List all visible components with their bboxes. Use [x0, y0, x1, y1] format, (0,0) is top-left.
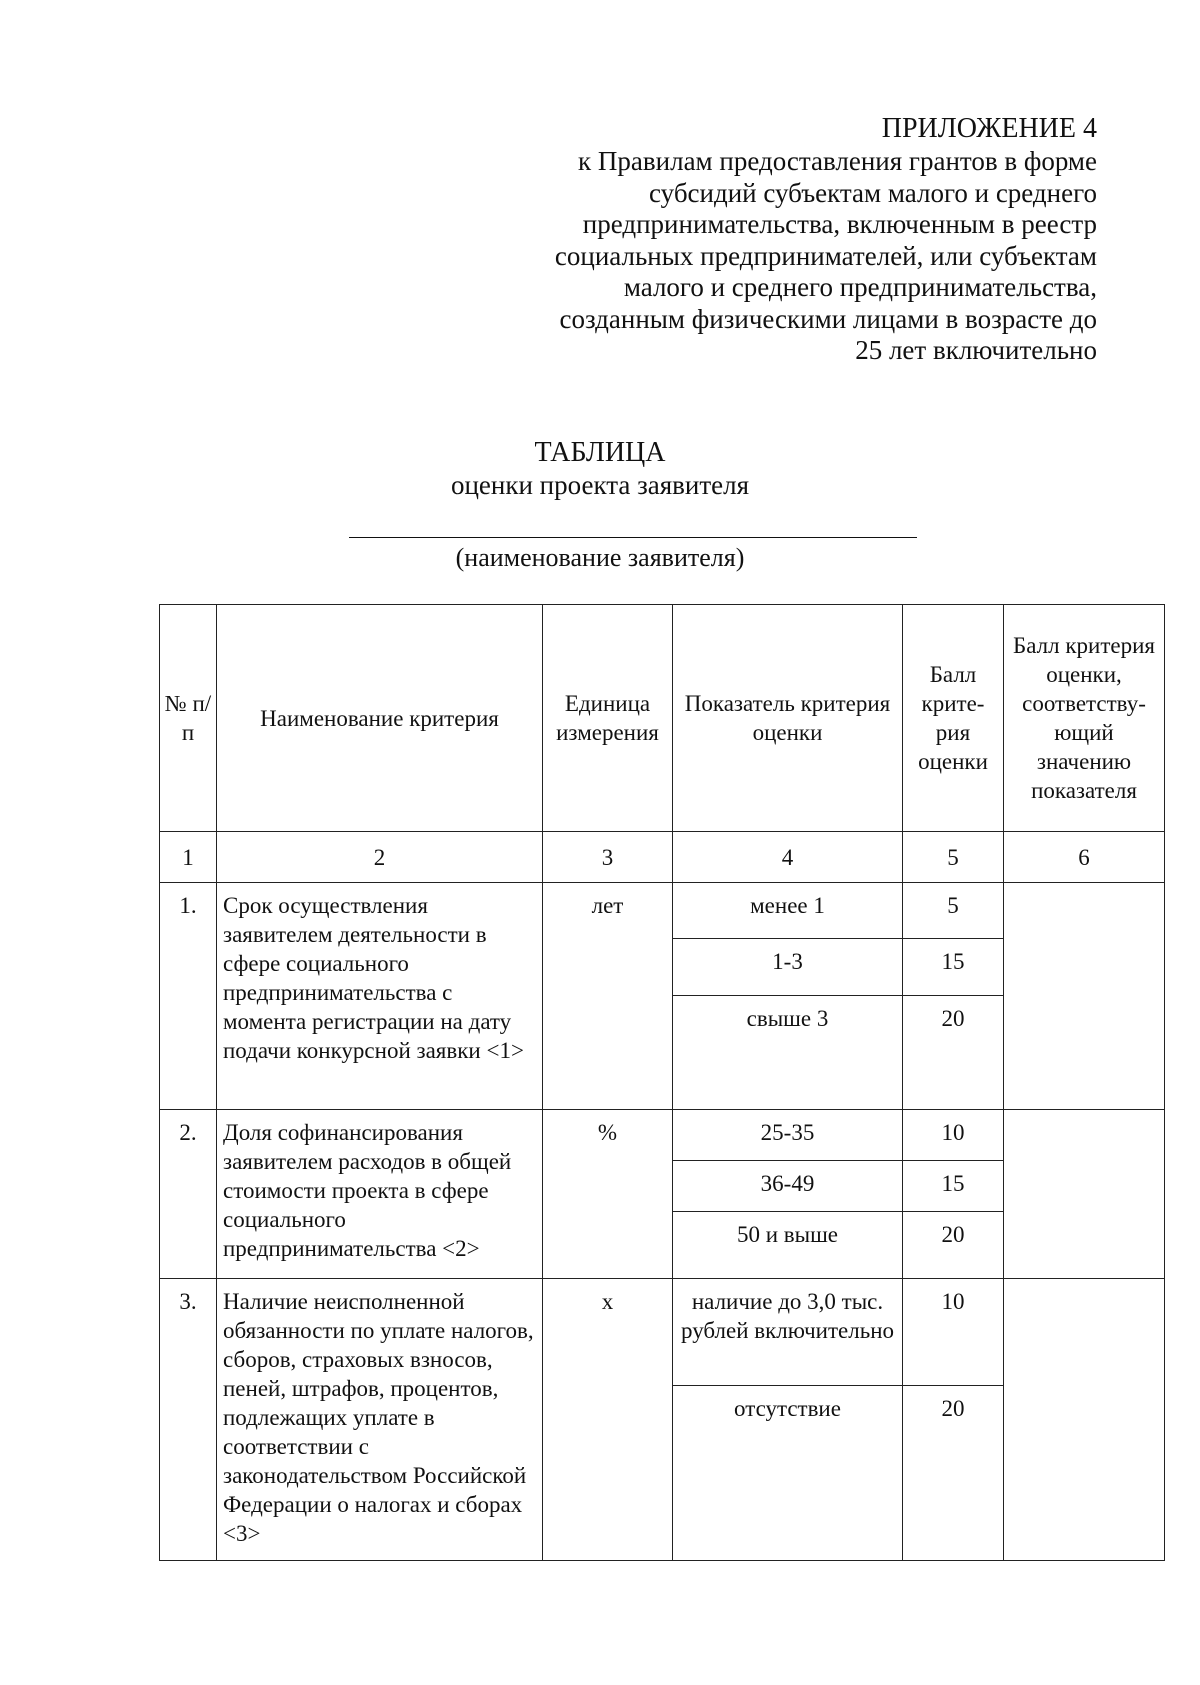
- row-unit: %: [543, 1110, 673, 1279]
- header-cell-criterion: Наименование критерия: [217, 605, 543, 832]
- applicant-name-line: [349, 537, 917, 538]
- column-number-row: [160, 832, 1165, 883]
- row-indicator: 25-35: [673, 1110, 903, 1161]
- row-indicator: менее 1: [673, 883, 903, 939]
- row-indicator: наличие до 3,0 тыс. рублей включительно: [673, 1279, 903, 1386]
- row-score: 20: [903, 1212, 1004, 1279]
- row-matched-score: [1004, 1279, 1165, 1561]
- appendix-line: созданным физическими лицами в возрасте до: [559, 303, 1097, 334]
- table-subtitle: оценки проекта заявителя: [450, 470, 750, 500]
- header-cell-score: Балл крите-рия оценки: [903, 605, 1004, 832]
- applicant-name-caption: (наименование заявителя): [455, 543, 745, 572]
- row-indicator: свыше 3: [673, 996, 903, 1110]
- appendix-title: ПРИЛОЖЕНИЕ 4: [881, 113, 1097, 144]
- row-unit: х: [543, 1279, 673, 1561]
- row-matched-score: [1004, 1110, 1165, 1279]
- appendix-line: 25 лет включительно: [855, 335, 1097, 365]
- column-number: 3: [543, 832, 673, 883]
- row-score: 15: [903, 939, 1004, 996]
- header-cell-indicator: Показатель критерия оценки: [673, 605, 903, 832]
- header-cell-matched-score: Балл критерия оценки, соответству-ющий значению показателя: [1004, 605, 1165, 832]
- row-unit: лет: [543, 883, 673, 1110]
- appendix-line: социальных предпринимателей, или субъектам: [554, 240, 1097, 271]
- row-indicator: 1-3: [673, 939, 903, 996]
- row-score: 10: [903, 1110, 1004, 1161]
- header-cell-number: № п/п: [160, 605, 217, 832]
- table-header-row: [160, 605, 1165, 832]
- row-score: 20: [903, 996, 1004, 1110]
- row-indicator: 50 и выше: [673, 1212, 903, 1279]
- appendix-line: субсидий субъектам малого и среднего: [649, 177, 1097, 208]
- table-row: [160, 883, 1165, 939]
- column-number: 1: [160, 832, 217, 883]
- row-criterion: Срок осуществления заявителем деятельности в сфере социального предпринимательства с момента регистрации на дату подачи конкурсной заявки <1>: [217, 883, 543, 1110]
- column-number: 5: [903, 832, 1004, 883]
- header-cell-unit: Единица измерения: [543, 605, 673, 832]
- row-number: 1.: [160, 883, 217, 1110]
- row-score: 20: [903, 1386, 1004, 1561]
- appendix-line: к Правилам предоставления грантов в форме: [578, 146, 1097, 176]
- column-number: 6: [1004, 832, 1165, 883]
- evaluation-table: [159, 604, 1165, 1561]
- row-number: 3.: [160, 1279, 217, 1561]
- row-matched-score: [1004, 883, 1165, 1110]
- column-number: 4: [673, 832, 903, 883]
- row-indicator: 36-49: [673, 1161, 903, 1212]
- row-number: 2.: [160, 1110, 217, 1279]
- row-criterion: Наличие неисполненной обязанности по уплате налогов, сборов, страховых взносов, пеней, штрафов, процентов, подлежащих уплате в соответствии с законодательством Российской Федерации о налогах и сборах <3>: [217, 1279, 543, 1561]
- row-score: 5: [903, 883, 1004, 939]
- appendix-header: [457, 112, 1097, 367]
- table-row: [160, 1279, 1165, 1386]
- appendix-line: предпринимательства, включенным в реестр: [582, 209, 1097, 239]
- table-title: ТАБЛИЦА: [534, 437, 666, 468]
- column-number: 2: [217, 832, 543, 883]
- row-indicator: отсутствие: [673, 1386, 903, 1561]
- table-title-block: [0, 437, 1200, 501]
- row-criterion: Доля софинансирования заявителем расходов в общей стоимости проекта в сфере социального предпринимательства <2>: [217, 1110, 543, 1279]
- appendix-line: малого и среднего предпринимательства,: [623, 272, 1097, 302]
- table-row: [160, 1110, 1165, 1161]
- row-score: 15: [903, 1161, 1004, 1212]
- row-score: 10: [903, 1279, 1004, 1386]
